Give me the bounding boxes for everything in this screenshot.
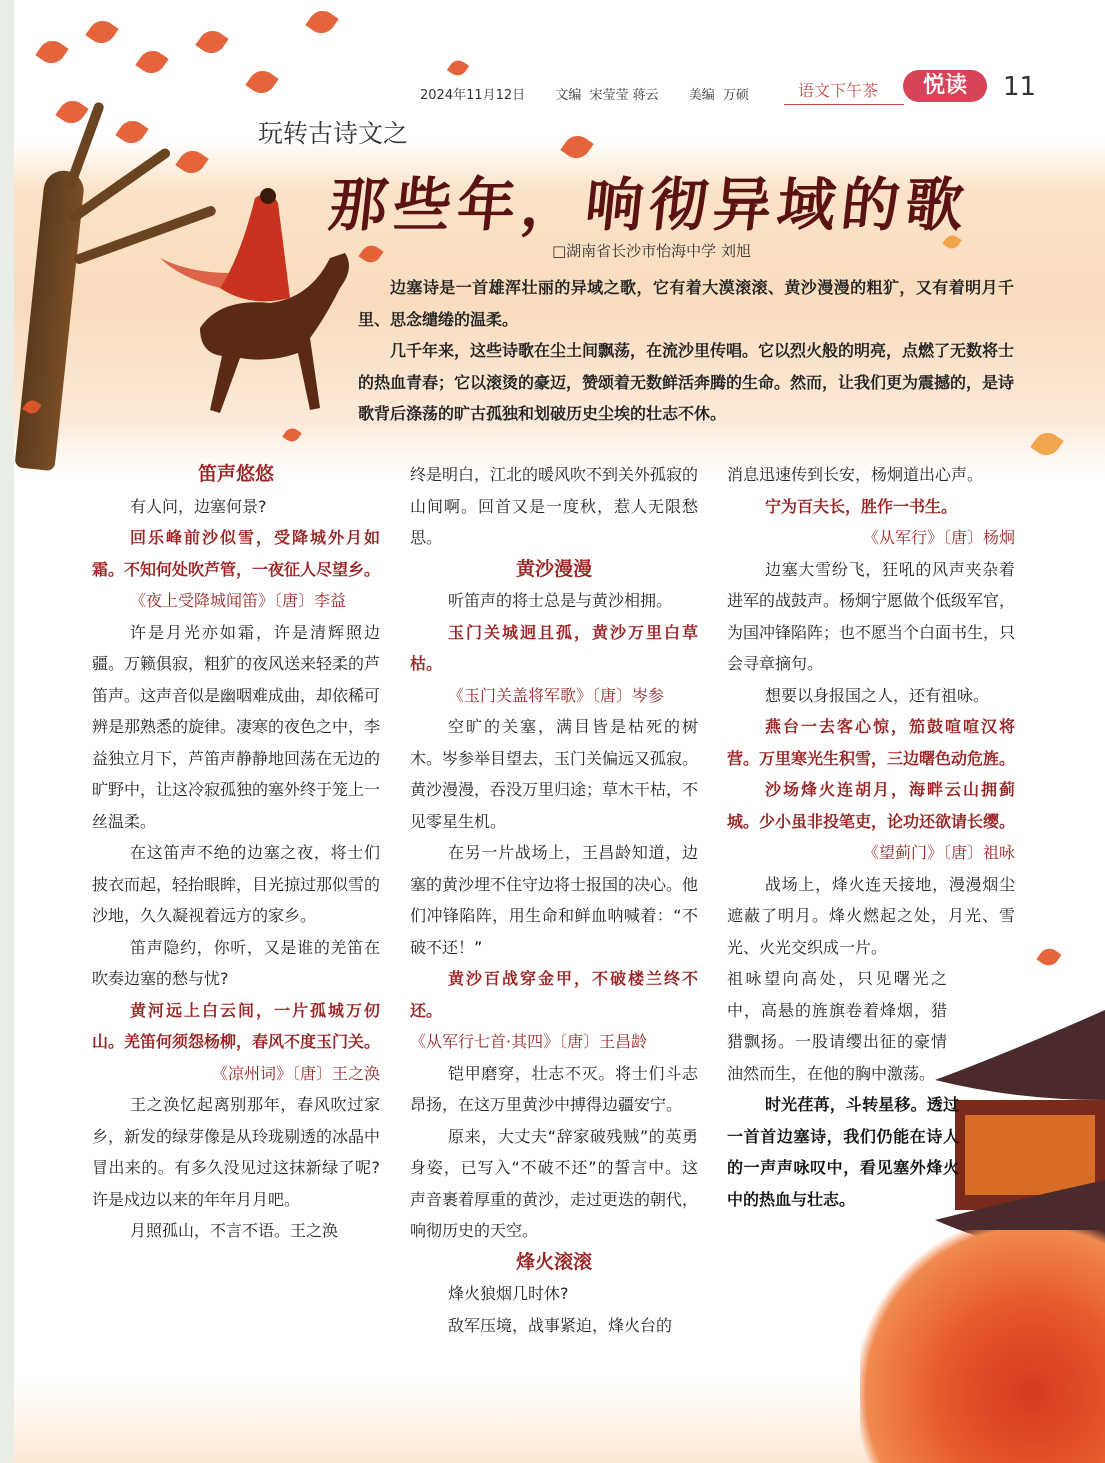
closing-paragraph: 时光荏苒，斗转星移。透过一首首边塞诗，我们仍能在诗人的一声声咏叹中，看见塞外烽火中的热血与壮志。 bbox=[727, 1095, 959, 1209]
left-margin-strip bbox=[0, 0, 14, 1463]
poem-quote: 沙场烽火连胡月，海畔云山拥蓟城。少小虽非投笔吏，论功还欲请长缨。 bbox=[727, 780, 1016, 831]
body-paragraph: 终是明白，江北的暖风吹不到关外孤寂的山间啊。回首又是一度秋，惹人无限愁思。 bbox=[410, 465, 699, 547]
section-tag bbox=[784, 76, 904, 105]
poem-quote: 回乐峰前沙似雪，受降城外月如霜。不知何处吹芦管，一夜征人尽望乡。 bbox=[92, 528, 381, 579]
body-paragraph: 许是月光亦如霜，许是清辉照边疆。万籁俱寂，粗犷的夜风送来轻柔的芦笛声。这声音似是幽咽难成曲，却依稀可辨是那熟悉的旋律。凄寒的夜色之中，李益独立月下，芦笛声静静地回荡在无边的旷野中，让这冷寂孤独的塞外终于笼上一丝温柔。 bbox=[92, 622, 381, 831]
poem-quote: 黄沙百战穿金甲，不破楼兰终不还。 bbox=[410, 969, 698, 1020]
body-paragraph: 战场上，烽火连天接地，漫漫烟尘遮蔽了明月。烽火燃起之处，月光、雪光、火光交织成一片。 bbox=[727, 874, 1015, 957]
header-meta bbox=[420, 84, 775, 103]
column-1 bbox=[92, 459, 380, 1247]
intro-paragraph: 几千年来，这些诗歌在尘土间飘荡，在流沙里传唱。它以烈火般的明亮，点燃了无数将士的热血青春；它以滚烫的豪迈，赞颂着无数鲜活奔腾的生命。然而，让我们更为震撼的，是诗歌背后涤荡的旷古孤独和划破历史尘埃的壮志不休。 bbox=[358, 341, 1015, 423]
body-paragraph: 消息迅速传到长安，杨炯道出心声。 bbox=[727, 465, 984, 484]
body-paragraph: 月照孤山，不言不语。王之涣 bbox=[130, 1221, 339, 1240]
art-editor-label: 美编 bbox=[688, 88, 715, 103]
body-paragraph: 在这笛声不绝的边塞之夜，将士们披衣而起，轻抬眼眸，目光掠过那似雪的沙地，久久凝视着远方的家乡。 bbox=[92, 843, 381, 925]
art-editor: 万硕 bbox=[722, 88, 749, 103]
poem-quote: 黄河远上白云间，一片孤城万仞山。羌笛何须怨杨柳，春风不度玉门关。 bbox=[92, 1000, 381, 1051]
body-paragraph: 听笛声的将士总是与黄沙相拥。 bbox=[448, 591, 673, 610]
page-number: 11 bbox=[1003, 72, 1037, 102]
poem-source: 《望蓟门》〔唐〕祖咏 bbox=[862, 843, 1015, 862]
body-paragraph: 想要以身报国之人，还有祖咏。 bbox=[765, 685, 990, 705]
poem-quote: 宁为百夫长，胜作一书生。 bbox=[765, 496, 958, 516]
body-paragraph: 敌军压境，战事紧迫，烽火台的 bbox=[448, 1315, 673, 1335]
body-paragraph: 祖咏望向高处，只见曙光之中，高悬的旌旗卷着烽烟，猎猎飘扬。一股请缨出征的豪情油然而生，在他的胸中激荡。 bbox=[727, 969, 947, 1083]
poem-source: 《玉门关盖将军歌》〔唐〕岑参 bbox=[448, 685, 665, 705]
body-paragraph: 有人问，边塞何景? bbox=[130, 496, 267, 516]
section-name: 语文下午茶 bbox=[798, 81, 879, 100]
poem-source: 《夜上受降城闻笛》〔唐〕李益 bbox=[130, 591, 347, 610]
byline: □湖南省长沙市怡海中学 刘旭 bbox=[552, 242, 751, 260]
column-2 bbox=[410, 459, 698, 1341]
poem-source: 《从军行七首·其四》〔唐〕王昌龄 bbox=[410, 1032, 648, 1051]
body-paragraph: 在另一片战场上，王昌龄知道，边塞的黄沙埋不住守边将士报国的决心。他们冲锋陷阵，用生命和鲜血呐喊着：“不破不还！” bbox=[410, 843, 699, 957]
section-heading: 笛声悠悠 bbox=[197, 463, 274, 485]
body-paragraph: 烽火狼烟几时休? bbox=[448, 1284, 569, 1303]
text-editors: 宋莹莹 蒋云 bbox=[589, 88, 659, 103]
body-paragraph: 笛声隐约，你听，又是谁的羌笛在吹奏边塞的愁与忧? bbox=[92, 937, 380, 988]
intro-paragraph: 边塞诗是一首雄浑壮丽的异域之歌，它有着大漠滚滚、黄沙漫漫的粗犷，又有着明月千里、思念缱绻的温柔。 bbox=[358, 278, 1014, 329]
poem-quote: 玉门关城迥且孤，黄沙万里白草枯。 bbox=[410, 622, 698, 673]
series-title: 玩转古诗文之 bbox=[258, 119, 409, 148]
poem-source: 《从军行》〔唐〕杨炯 bbox=[862, 528, 1015, 547]
section-badge: 悦读 bbox=[903, 70, 987, 102]
poem-source: 《凉州词》〔唐〕王之涣 bbox=[211, 1063, 380, 1083]
body-paragraph: 王之涣忆起离别那年，春风吹过家乡，新发的绿芽像是从玲珑剔透的冰晶中冒出来的。有多久没见过这抹新绿了呢? 许是戍边以来的年年月月吧。 bbox=[92, 1095, 381, 1209]
red-foliage-illustration bbox=[860, 1230, 1105, 1463]
poem-quote: 燕台一去客心惊，笳鼓喧喧汉将营。万里寒光生积雪，三边曙色动危旌。 bbox=[727, 717, 1016, 768]
body-paragraph: 铠甲磨穿，壮志不灭。将士们斗志昂扬，在这万里黄沙中搏得边疆安宁。 bbox=[410, 1063, 698, 1114]
column-3 bbox=[727, 459, 1015, 1215]
section-heading: 黄沙漫漫 bbox=[515, 557, 592, 580]
section-heading: 烽火滚滚 bbox=[515, 1250, 592, 1273]
issue-date: 2024年11月12日 bbox=[420, 88, 526, 103]
article-intro bbox=[358, 272, 1014, 430]
body-paragraph: 空旷的关塞，满目皆是枯死的树木。岑参举目望去，玉门关偏远又孤寂。黄沙漫漫，吞没万里归途；草木干枯，不见零星生机。 bbox=[410, 717, 699, 831]
body-paragraph: 原来，大丈夫“辞家破残贼”的英勇身姿，已写入“不破不还”的誓言中。这声音裹着厚重的黄沙，走过更迭的朝代，响彻历史的天空。 bbox=[410, 1126, 699, 1240]
article-title: 那些年，响彻异域的歌 bbox=[325, 171, 974, 239]
text-editor-label: 文编 bbox=[555, 88, 582, 103]
body-paragraph: 边塞大雪纷飞，狂吼的风声夹杂着进军的战鼓声。杨炯宁愿做个低级军官，为国冲锋陷阵；也不愿当个白面书生，只会寻章摘句。 bbox=[727, 559, 1016, 673]
